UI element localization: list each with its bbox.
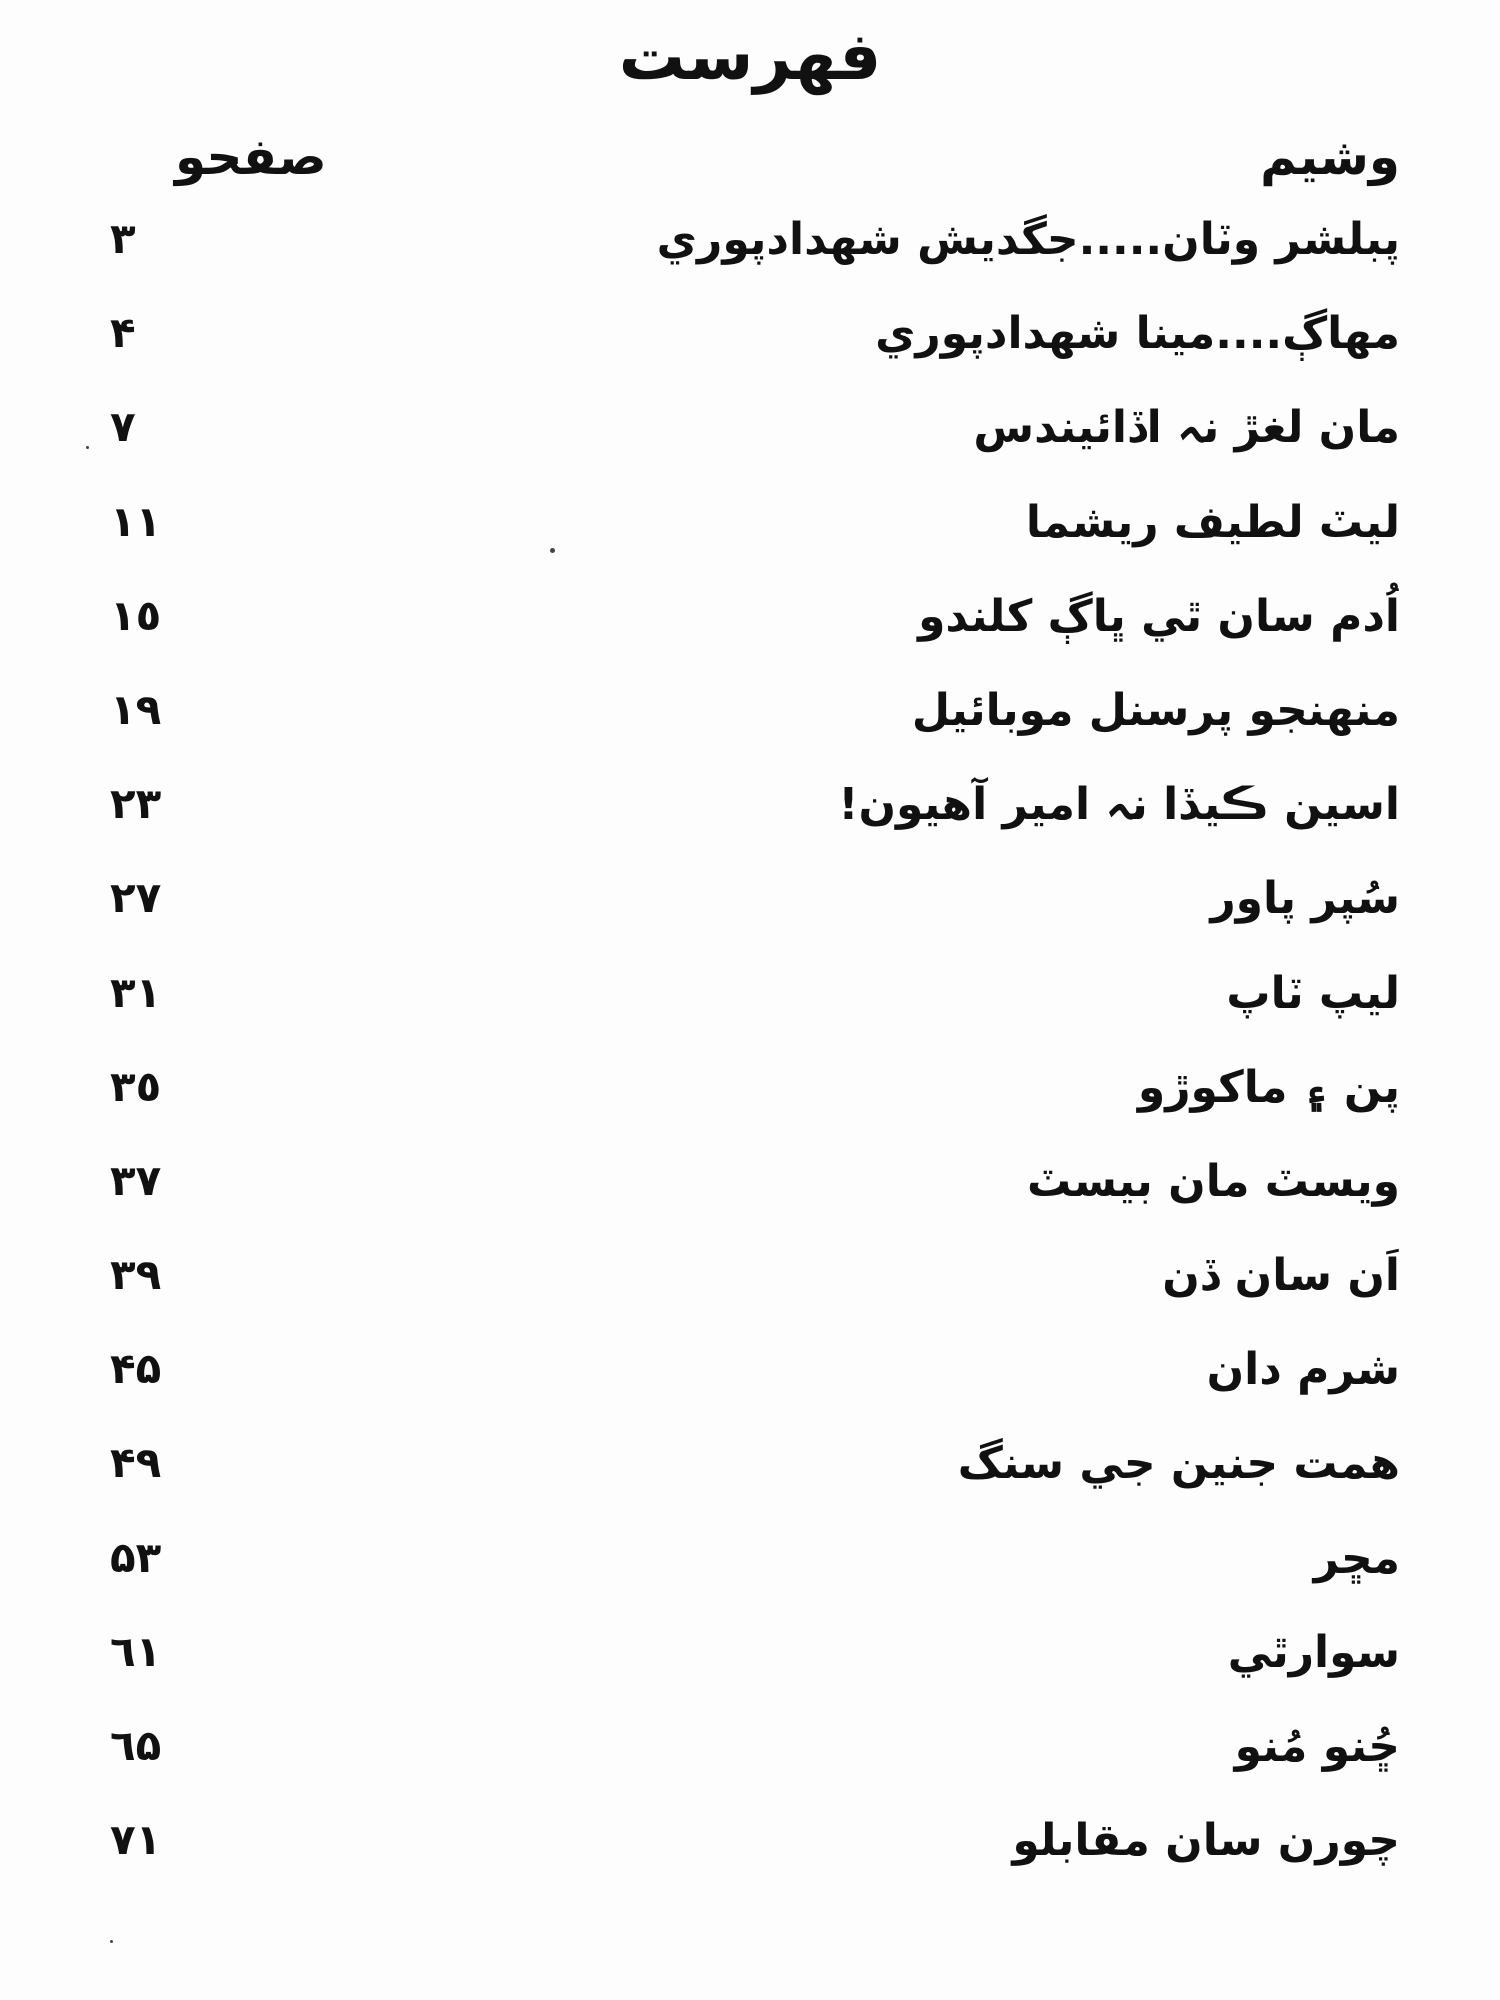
toc-entry-page: ۵٣ xyxy=(110,1532,162,1582)
toc-entry-title: مهاڳ....مينا شهدادپوري xyxy=(875,308,1400,360)
toc-entry-title: اُدم سان ٿي ڀاڳ کلندو xyxy=(918,590,1400,642)
paper-speck xyxy=(550,548,555,553)
toc-entry-title: ليٽ لطيف ريشما xyxy=(1025,496,1400,548)
paper-speck xyxy=(110,1940,113,1943)
toc-row[interactable] xyxy=(0,402,1500,496)
toc-row[interactable] xyxy=(0,497,1500,591)
toc-row[interactable] xyxy=(0,968,1500,1062)
toc-row[interactable] xyxy=(0,1250,1500,1344)
toc-entry-title: سوارٿي xyxy=(1227,1626,1400,1678)
toc-entry-title: ڇُنو مُنو xyxy=(1234,1721,1400,1772)
toc-row[interactable] xyxy=(0,685,1500,779)
toc-entry-page: ٧١ xyxy=(110,1815,162,1865)
toc-entry-page: ٢٧ xyxy=(110,873,162,923)
toc-row[interactable] xyxy=(0,1815,1500,1909)
toc-row[interactable] xyxy=(0,1344,1500,1438)
toc-entry-title: پبلشر وٽان.....جگديش شهدادپوري xyxy=(656,214,1400,265)
toc-entry-page: ١١ xyxy=(110,496,162,546)
toc-row[interactable] xyxy=(0,873,1500,967)
toc-entry-title: ويسٽ مان بيسٽ xyxy=(1026,1155,1400,1207)
page-title: فهرست xyxy=(618,18,882,95)
paper-speck xyxy=(86,446,89,449)
toc-entry-title: پن ۽ ماکوڙو xyxy=(1137,1061,1400,1113)
toc-entry-page: ٢٣ xyxy=(110,779,162,829)
toc-row[interactable] xyxy=(0,308,1500,402)
toc-entry-title: اسين ڪيڏا نہ امير آهيون! xyxy=(838,779,1400,831)
toc-entry-title: اَن سان ڏن xyxy=(1162,1250,1400,1302)
column-header-contents: وشيم xyxy=(1260,128,1400,186)
toc-entry-title: مان لغڙ نہ اڏائيندس xyxy=(973,402,1400,454)
toc-row[interactable] xyxy=(0,214,1500,308)
toc-entry-page: ٣٩ xyxy=(110,1250,162,1300)
toc-entry-title: همت جنين جي سنگ xyxy=(957,1438,1400,1490)
toc-entry-page: ٣١ xyxy=(110,967,162,1017)
toc-row[interactable] xyxy=(0,1627,1500,1721)
toc-entry-title: شرم دان xyxy=(1206,1344,1400,1396)
toc-entry-page: ١٩ xyxy=(110,684,162,734)
column-header-page: صفحو xyxy=(175,128,327,186)
toc-row[interactable] xyxy=(0,1156,1500,1250)
toc-entry-page: ۴٩ xyxy=(110,1438,162,1488)
toc-row[interactable] xyxy=(0,1533,1500,1627)
toc-entry-title: منهنجو پرسنل موبائيل xyxy=(911,684,1400,736)
toc-entry-title: ليپ ٽاپ xyxy=(1226,967,1400,1019)
toc-entry-page: ١٥ xyxy=(110,590,162,640)
toc-row[interactable] xyxy=(0,1062,1500,1156)
toc-entry-title: چورن سان مقابلو xyxy=(1012,1815,1400,1867)
toc-entry-page: ٦۵ xyxy=(110,1721,162,1770)
toc-entry-page: ٣٧ xyxy=(110,1155,162,1205)
toc-entry-page: ٦١ xyxy=(110,1626,162,1676)
toc-entry-page: ٣ xyxy=(110,214,136,263)
table-of-contents xyxy=(0,214,1500,1909)
toc-entry-title: سُپر پاور xyxy=(1210,873,1400,925)
toc-row[interactable] xyxy=(0,591,1500,685)
toc-row[interactable] xyxy=(0,1438,1500,1532)
toc-entry-title: مڇر xyxy=(1313,1532,1400,1584)
toc-entry-page: ۴۵ xyxy=(110,1344,162,1394)
toc-entry-page: ٧ xyxy=(110,402,136,452)
toc-entry-page: ٣٥ xyxy=(110,1061,162,1111)
toc-row[interactable] xyxy=(0,779,1500,873)
toc-row[interactable] xyxy=(0,1721,1500,1815)
toc-entry-page: ۴ xyxy=(110,308,136,358)
